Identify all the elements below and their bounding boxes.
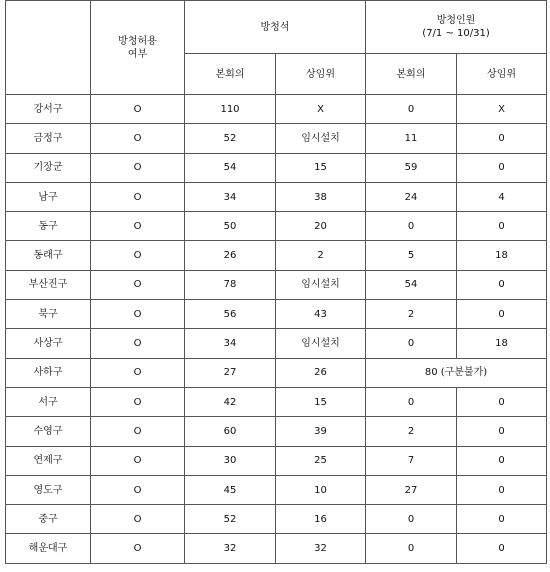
seats-plenary-cell: 34 — [185, 182, 276, 211]
district-cell: 동래구 — [6, 241, 91, 270]
visitors-plenary-cell: 0 — [366, 387, 457, 416]
visitors-header — [366, 1, 547, 54]
seats-plenary-cell: 32 — [185, 534, 276, 563]
table-row — [6, 270, 547, 299]
visitors-standing-cell: 0 — [457, 446, 547, 475]
table-row — [6, 241, 547, 270]
allowed-cell: O — [91, 270, 185, 299]
seats-standing-cell: 32 — [276, 534, 366, 563]
visitors-plenary-cell: 0 — [366, 212, 457, 241]
visitors-plenary-cell: 27 — [366, 475, 457, 504]
visitors-plenary-cell: 2 — [366, 300, 457, 329]
table-row — [6, 300, 547, 329]
seats-standing-cell: 39 — [276, 417, 366, 446]
seats-standing-cell: 2 — [276, 241, 366, 270]
table-row — [6, 446, 547, 475]
table-row — [6, 417, 547, 446]
visitors-standing-cell: 18 — [457, 329, 547, 358]
district-cell: 부산진구 — [6, 270, 91, 299]
seats-standing-cell: 임시설치 — [276, 124, 366, 153]
district-cell: 북구 — [6, 300, 91, 329]
visitors-standing-cell: 0 — [457, 300, 547, 329]
allowed-cell: O — [91, 300, 185, 329]
visitors-plenary-cell: 2 — [366, 417, 457, 446]
visitors-standing-cell: 0 — [457, 505, 547, 534]
visitor-stats-table — [5, 0, 547, 564]
seats-standing-cell: 16 — [276, 505, 366, 534]
seats-plenary-cell: 52 — [185, 124, 276, 153]
visitors-header-line1: 방청인원 — [436, 15, 476, 26]
seats-standing-cell: 26 — [276, 358, 366, 387]
visitors-standing-cell: 0 — [457, 270, 547, 299]
table-row — [6, 534, 547, 563]
seats-standing-cell: 15 — [276, 153, 366, 182]
district-cell: 기장군 — [6, 153, 91, 182]
seats-plenary-cell: 34 — [185, 329, 276, 358]
district-cell: 해운대구 — [6, 534, 91, 563]
visitors-standing-cell: 0 — [457, 475, 547, 504]
seats-plenary-cell: 78 — [185, 270, 276, 299]
district-cell: 강서구 — [6, 95, 91, 124]
table-row — [6, 387, 547, 416]
corner-header — [6, 1, 91, 95]
allowed-cell: O — [91, 212, 185, 241]
visitors-standing-cell: 18 — [457, 241, 547, 270]
seats-standing-header: 상임위 — [276, 54, 366, 95]
allowed-cell: O — [91, 124, 185, 153]
allowed-cell: O — [91, 475, 185, 504]
visitors-plenary-cell: 0 — [366, 95, 457, 124]
seats-standing-cell: 38 — [276, 182, 366, 211]
table-row — [6, 124, 547, 153]
table-row — [6, 182, 547, 211]
visitors-plenary-cell: 0 — [366, 329, 457, 358]
table-row — [6, 95, 547, 124]
district-cell: 금정구 — [6, 124, 91, 153]
seats-plenary-cell: 45 — [185, 475, 276, 504]
district-cell: 동구 — [6, 212, 91, 241]
visitors-plenary-header: 본회의 — [366, 54, 457, 95]
seats-plenary-header: 본회의 — [185, 54, 276, 95]
visitors-merged-cell: 80 (구분불가) — [366, 358, 547, 387]
district-cell: 서구 — [6, 387, 91, 416]
visitors-plenary-cell: 11 — [366, 124, 457, 153]
visitors-plenary-cell: 5 — [366, 241, 457, 270]
visitors-standing-cell: X — [457, 95, 547, 124]
visitors-plenary-cell: 7 — [366, 446, 457, 475]
seats-standing-cell: X — [276, 95, 366, 124]
visitors-standing-cell: 0 — [457, 417, 547, 446]
table-row — [6, 505, 547, 534]
allowed-cell: O — [91, 387, 185, 416]
district-cell: 영도구 — [6, 475, 91, 504]
seats-standing-cell: 43 — [276, 300, 366, 329]
visitors-plenary-cell: 59 — [366, 153, 457, 182]
table-row — [6, 329, 547, 358]
seats-standing-cell: 15 — [276, 387, 366, 416]
visitors-standing-header: 상임위 — [457, 54, 547, 95]
seats-plenary-cell: 27 — [185, 358, 276, 387]
visitor-stats-table-container — [5, 0, 546, 564]
district-cell: 사상구 — [6, 329, 91, 358]
seats-plenary-cell: 30 — [185, 446, 276, 475]
seats-standing-cell: 임시설치 — [276, 329, 366, 358]
visitors-plenary-cell: 54 — [366, 270, 457, 299]
allowed-cell: O — [91, 182, 185, 211]
allowed-cell: O — [91, 95, 185, 124]
seats-plenary-cell: 26 — [185, 241, 276, 270]
seats-plenary-cell: 42 — [185, 387, 276, 416]
visitors-plenary-cell: 24 — [366, 182, 457, 211]
allowed-cell: O — [91, 153, 185, 182]
seats-plenary-cell: 52 — [185, 505, 276, 534]
district-cell: 수영구 — [6, 417, 91, 446]
allowed-cell: O — [91, 505, 185, 534]
district-cell: 연제구 — [6, 446, 91, 475]
seats-standing-cell: 25 — [276, 446, 366, 475]
visitors-standing-cell: 0 — [457, 124, 547, 153]
seats-standing-cell: 임시설치 — [276, 270, 366, 299]
district-cell: 사하구 — [6, 358, 91, 387]
allowed-cell: O — [91, 446, 185, 475]
visitors-standing-cell: 4 — [457, 182, 547, 211]
table-row — [6, 212, 547, 241]
table-body — [6, 95, 547, 564]
seats-plenary-cell: 56 — [185, 300, 276, 329]
table-row — [6, 475, 547, 504]
visitors-standing-cell: 0 — [457, 153, 547, 182]
seats-header: 방청석 — [185, 1, 366, 54]
visitors-standing-cell: 0 — [457, 534, 547, 563]
seats-plenary-cell: 60 — [185, 417, 276, 446]
allowed-header-line2: 여부 — [127, 48, 148, 60]
allowed-cell: O — [91, 241, 185, 270]
seats-plenary-cell: 50 — [185, 212, 276, 241]
visitors-standing-cell: 0 — [457, 387, 547, 416]
seats-standing-cell: 10 — [276, 475, 366, 504]
table-row — [6, 358, 547, 387]
allowed-cell: O — [91, 329, 185, 358]
district-cell: 중구 — [6, 505, 91, 534]
visitors-plenary-cell: 0 — [366, 505, 457, 534]
allowed-cell: O — [91, 534, 185, 563]
seats-standing-cell: 20 — [276, 212, 366, 241]
seats-plenary-cell: 110 — [185, 95, 276, 124]
seats-plenary-cell: 54 — [185, 153, 276, 182]
district-cell: 남구 — [6, 182, 91, 211]
table-row — [6, 153, 547, 182]
allowed-cell: O — [91, 358, 185, 387]
allowed-cell: O — [91, 417, 185, 446]
allowed-header — [91, 1, 185, 95]
visitors-plenary-cell: 0 — [366, 534, 457, 563]
allowed-header-line1: 방청허용 — [118, 35, 157, 47]
visitors-standing-cell: 0 — [457, 212, 547, 241]
visitors-header-line2: (7/1 ~ 10/31) — [422, 28, 490, 39]
